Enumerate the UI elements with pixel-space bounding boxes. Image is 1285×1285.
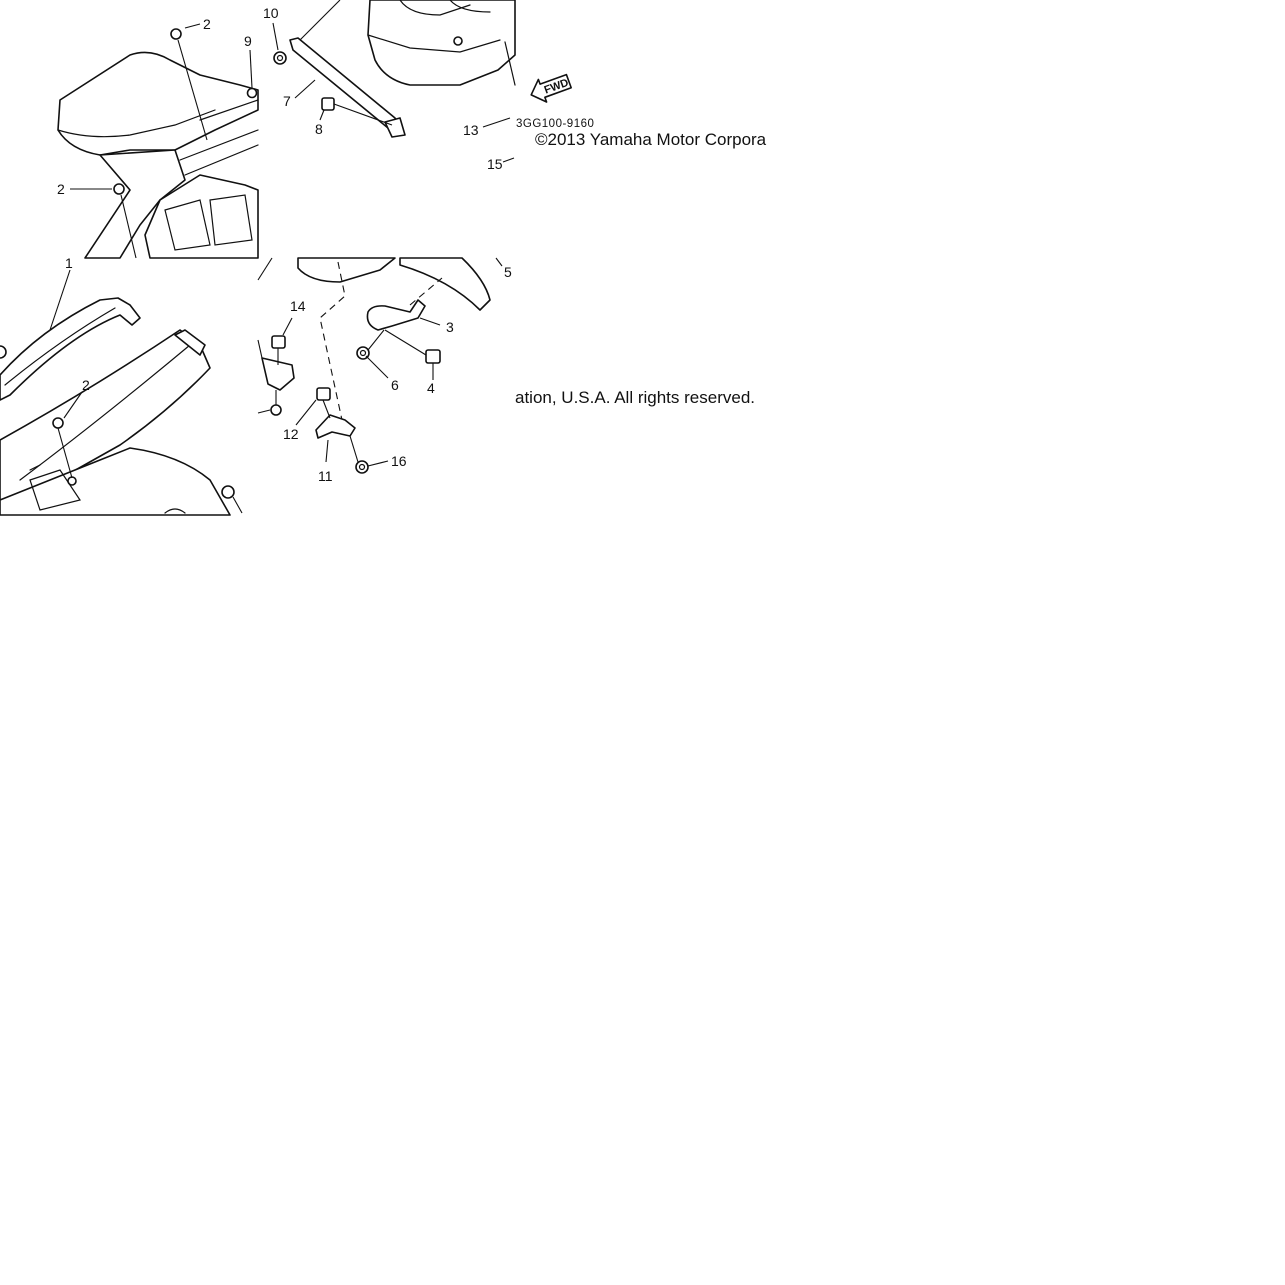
nut-icon: [274, 52, 286, 64]
bolt-icon: [317, 388, 330, 400]
tile-top-left: [57, 16, 258, 258]
callout-6: 6: [391, 377, 399, 393]
copyright-notice-part-1: ©2013 Yamaha Motor Corpora: [535, 130, 767, 149]
bolt-icon: [426, 350, 440, 363]
tile-bottom-middle: [258, 258, 512, 484]
bolt-icon: [272, 336, 285, 348]
rear-fender-lower: [298, 258, 395, 282]
bolt-icon: [171, 29, 181, 39]
drawing-code: 3GG100-9160: [516, 118, 595, 130]
tile-top-middle: [263, 0, 515, 172]
callout-16: 16: [391, 453, 407, 469]
bolt-icon: [114, 184, 124, 194]
bolt-icon: [322, 98, 334, 110]
callout-15: 15: [487, 156, 503, 172]
nut-icon: [248, 89, 257, 98]
callout-13: 13: [463, 122, 479, 138]
bolt-icon: [53, 418, 63, 428]
callout-9: 9: [244, 33, 252, 49]
fwd-label: FWD: [542, 76, 571, 97]
copyright-notice-part-2: ation, U.S.A. All rights reserved.: [515, 388, 755, 407]
fwd-arrow-icon: [527, 70, 573, 106]
nut-icon: [356, 461, 368, 473]
callout-11: 11: [318, 468, 333, 484]
callout-2: 2: [203, 16, 211, 32]
tile-top-right: [516, 70, 594, 130]
callout-2: 2: [82, 377, 90, 393]
callout-14: 14: [290, 298, 306, 314]
callout-12: 12: [283, 426, 299, 442]
lower-bracket: [316, 415, 355, 438]
callout-3: 3: [446, 319, 454, 335]
seat-pad: [58, 52, 258, 155]
callout-2: 2: [57, 181, 65, 197]
callout-7: 7: [283, 93, 291, 109]
callout-10: 10: [263, 5, 279, 21]
callout-4: 4: [427, 380, 435, 396]
bolt-icon: [222, 486, 234, 498]
nut-icon: [271, 405, 281, 415]
mount-bracket: [367, 300, 425, 330]
callout-8: 8: [315, 121, 323, 137]
callout-1: 1: [65, 255, 73, 271]
callout-5: 5: [504, 264, 512, 280]
tile-bottom-left: [0, 255, 242, 515]
